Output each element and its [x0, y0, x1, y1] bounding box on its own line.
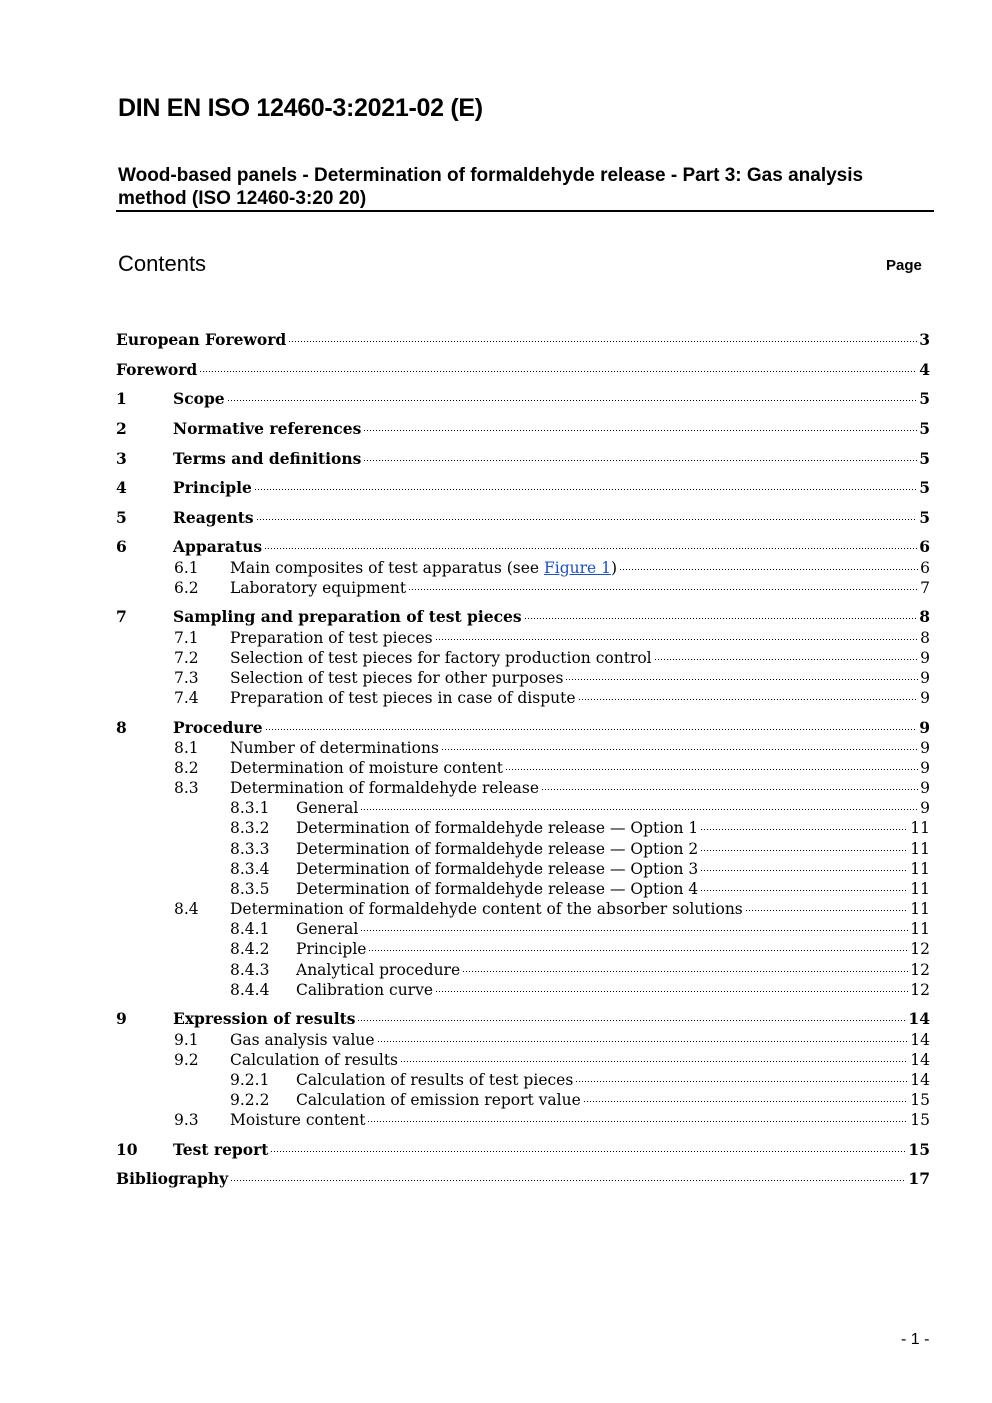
toc-leader-dots — [583, 1089, 908, 1103]
toc-leader-dots — [363, 418, 917, 432]
toc-entry-title: Terms and definitions — [173, 449, 362, 468]
toc-page-number: 11 — [910, 920, 930, 938]
toc-entry-title: Calculation of results — [230, 1051, 399, 1069]
toc-entry-number: 8.3.2 — [230, 819, 270, 837]
toc-page-number: 11 — [910, 840, 930, 858]
toc-leader-dots — [700, 878, 908, 892]
toc-entry-title: General — [296, 920, 359, 938]
toc-page-number: 6 — [919, 537, 930, 556]
toc-leader-dots — [227, 388, 918, 402]
toc-entry-title: Moisture content — [230, 1111, 366, 1129]
toc-entry-number: 6.2 — [174, 579, 199, 597]
toc-entry-title: Determination of formaldehyde content of the absorber solutions — [230, 900, 743, 918]
toc-entry-title: Determination of formaldehyde release — Option 3 — [296, 860, 699, 878]
toc-page-number: 12 — [910, 981, 930, 999]
toc-page-number: 14 — [908, 1009, 930, 1028]
toc-leader-dots — [565, 667, 918, 681]
toc-page-number: 4 — [919, 360, 930, 379]
toc-entry-title: Sampling and preparation of test pieces — [173, 607, 522, 626]
toc-entry-number: 9.2 — [174, 1051, 199, 1069]
toc-entry[interactable] — [0, 1070, 930, 1090]
toc-entry-number: 7 — [116, 607, 127, 626]
toc-entry[interactable] — [0, 818, 930, 838]
toc-entry-number: 1 — [116, 389, 127, 408]
toc-entry-title: Bibliography — [116, 1169, 229, 1188]
toc-leader-dots — [377, 1029, 909, 1043]
toc-entry[interactable] — [0, 1110, 930, 1130]
toc-leader-dots — [700, 858, 908, 872]
toc-page-number: 14 — [910, 1031, 930, 1049]
document-subtitle: Wood-based panels - Determination of formaldehyde release - Part 3: Gas analysis method (ISO 12460-3:20 20) — [118, 165, 864, 209]
toc-leader-dots — [230, 1168, 906, 1182]
toc-entry[interactable] — [0, 508, 930, 528]
toc-page-number: 12 — [910, 961, 930, 979]
toc-entry-number: 7.2 — [174, 649, 199, 667]
toc-entry[interactable] — [0, 1050, 930, 1070]
toc-page-number: 14 — [910, 1051, 930, 1069]
toc-entry-title: General — [296, 799, 359, 817]
toc-page-number: 14 — [910, 1071, 930, 1089]
toc-entry-number: 9.2.1 — [230, 1071, 270, 1089]
toc-entry-number: 5 — [116, 508, 127, 527]
toc-entry[interactable] — [0, 628, 930, 648]
footer-page-number: - 1 - — [901, 1331, 930, 1348]
toc-entry[interactable] — [0, 668, 930, 688]
toc-leader-dots — [441, 737, 918, 751]
toc-entry-number: 3 — [116, 449, 127, 468]
title-divider — [116, 210, 934, 212]
toc-entry-title: Normative references — [173, 419, 362, 438]
toc-entry[interactable] — [0, 839, 930, 859]
toc-entry-title: Determination of formaldehyde release — Option 4 — [296, 880, 699, 898]
toc-entry-title: Scope — [173, 389, 225, 408]
page-column-label: Page — [886, 257, 922, 274]
toc-entry[interactable] — [0, 688, 930, 708]
toc-entry-title: Main composites of test apparatus (see Figure 1) — [230, 559, 618, 577]
toc-entry[interactable] — [0, 1140, 930, 1160]
toc-page-number: 12 — [910, 940, 930, 958]
toc-entry-title: Calibration curve — [296, 981, 434, 999]
toc-entry-number: 4 — [116, 478, 127, 497]
toc-page-number: 11 — [910, 860, 930, 878]
toc-entry[interactable] — [0, 648, 930, 668]
toc-entry[interactable] — [0, 798, 930, 818]
toc-entry-number: 8.3.3 — [230, 840, 270, 858]
toc-entry[interactable] — [0, 1009, 930, 1029]
toc-entry[interactable] — [0, 607, 930, 627]
toc-entry-number: 8.1 — [174, 739, 199, 757]
toc-entry-number: 6 — [116, 537, 127, 556]
toc-entry[interactable] — [0, 1030, 930, 1050]
toc-leader-dots — [435, 627, 919, 641]
toc-page-number: 17 — [908, 1169, 930, 1188]
toc-entry-number: 8.3.4 — [230, 860, 270, 878]
toc-page-number: 15 — [908, 1140, 930, 1159]
toc-page-number: 9 — [920, 689, 930, 707]
toc-page-number: 5 — [919, 419, 930, 438]
toc-leader-dots — [619, 557, 918, 571]
toc-entry-title: Gas analysis value — [230, 1031, 375, 1049]
toc-leader-dots — [700, 838, 908, 852]
toc-entry-title: Principle — [296, 940, 367, 958]
toc-leader-dots — [745, 898, 909, 912]
toc-entry-title: Preparation of test pieces — [230, 629, 433, 647]
toc-page-number: 9 — [919, 718, 930, 737]
toc-leader-dots — [270, 1139, 906, 1153]
toc-entry-number: 9.3 — [174, 1111, 199, 1129]
toc-page-number: 5 — [919, 508, 930, 527]
toc-leader-dots — [265, 717, 918, 731]
toc-entry[interactable] — [0, 718, 930, 738]
toc-entry[interactable] — [0, 919, 930, 939]
toc-entry-title: Procedure — [173, 718, 263, 737]
toc-page-number: 3 — [919, 330, 930, 349]
toc-page-number: 8 — [919, 607, 930, 626]
toc-page-number: 15 — [910, 1091, 930, 1109]
toc-entry-number: 8.4.4 — [230, 981, 270, 999]
toc-entry-title: Determination of formaldehyde release — Option 1 — [296, 819, 699, 837]
toc-entry-number: 7.1 — [174, 629, 199, 647]
toc-page-number: 11 — [910, 880, 930, 898]
toc-entry[interactable] — [0, 778, 930, 798]
toc-leader-dots — [256, 507, 918, 521]
toc-leader-dots — [654, 647, 918, 661]
toc-entry-title: Preparation of test pieces in case of dispute — [230, 689, 576, 707]
toc-entry-number: 8.4 — [174, 900, 199, 918]
document-title: DIN EN ISO 12460-3:2021-02 (E) — [118, 94, 483, 122]
toc-page-number: 9 — [920, 799, 930, 817]
toc-entry-number: 8.2 — [174, 759, 199, 777]
toc-entry[interactable] — [0, 960, 930, 980]
toc-leader-dots — [578, 687, 919, 701]
toc-page-number: 5 — [919, 478, 930, 497]
toc-entry-title: Determination of formaldehyde release — Option 2 — [296, 840, 699, 858]
toc-entry-number: 7.4 — [174, 689, 199, 707]
toc-entry-number: 2 — [116, 419, 127, 438]
toc-entry[interactable] — [0, 879, 930, 899]
toc-leader-dots — [541, 777, 918, 791]
toc-leader-dots — [367, 1109, 908, 1123]
toc-entry-title: Number of determinations — [230, 739, 439, 757]
toc-leader-dots — [700, 817, 908, 831]
toc-leader-dots — [435, 979, 908, 993]
toc-leader-dots — [575, 1069, 908, 1083]
toc-entry[interactable] — [0, 478, 930, 498]
toc-leader-dots — [360, 918, 908, 932]
toc-leader-dots — [360, 797, 918, 811]
toc-entry[interactable] — [0, 1090, 930, 1110]
toc-page-number: 5 — [919, 389, 930, 408]
toc-entry[interactable] — [0, 449, 930, 469]
toc-entry-number: 8 — [116, 718, 127, 737]
toc-leader-dots — [524, 606, 918, 620]
toc-leader-dots — [505, 757, 918, 771]
toc-page-number: 11 — [910, 819, 930, 837]
toc-leader-dots — [408, 577, 918, 591]
toc-entry[interactable] — [0, 419, 930, 439]
toc-entry[interactable] — [0, 980, 930, 1000]
toc-entry-title: Apparatus — [173, 537, 263, 556]
toc-entry-number: 8.3 — [174, 779, 199, 797]
toc-entry-title: Principle — [173, 478, 252, 497]
toc-entry-number: 8.3.1 — [230, 799, 270, 817]
toc-entry[interactable] — [0, 1169, 930, 1189]
toc-entry-number: 8.4.2 — [230, 940, 270, 958]
contents-heading: Contents — [118, 251, 207, 276]
toc-entry[interactable] — [0, 360, 930, 380]
toc-entry-number: 9.2.2 — [230, 1091, 270, 1109]
toc-entry-number: 7.3 — [174, 669, 199, 687]
toc-entry[interactable] — [0, 758, 930, 778]
toc-leader-dots — [462, 959, 908, 973]
toc-entry-title: Selection of test pieces for other purposes — [230, 669, 564, 687]
toc-entry-title: Laboratory equipment — [230, 579, 407, 597]
toc-page-number: 9 — [920, 759, 930, 777]
toc-entry[interactable] — [0, 537, 930, 557]
toc-entry-title: Determination of formaldehyde release — [230, 779, 540, 797]
toc-entry-title: Determination of moisture content — [230, 759, 503, 777]
toc-page-number: 9 — [920, 649, 930, 667]
toc-entry[interactable] — [0, 330, 930, 350]
toc-entry-number: 8.4.3 — [230, 961, 270, 979]
toc-leader-dots — [254, 477, 917, 491]
toc-page-number: 5 — [919, 449, 930, 468]
toc-leader-dots — [199, 359, 917, 373]
toc-page-number: 8 — [920, 629, 930, 647]
toc-leader-dots — [400, 1049, 908, 1063]
toc-entry-title: European Foreword — [116, 330, 287, 349]
toc-page-number: 15 — [910, 1111, 930, 1129]
toc-entry-title: Reagents — [173, 508, 254, 527]
toc-entry-number: 8.4.1 — [230, 920, 270, 938]
toc-leader-dots — [368, 938, 908, 952]
toc-entry-number: 10 — [116, 1140, 138, 1159]
toc-page-number: 9 — [920, 739, 930, 757]
toc-entry-title: Selection of test pieces for factory production control — [230, 649, 652, 667]
toc-entry[interactable] — [0, 899, 930, 919]
toc-entry-number: 9.1 — [174, 1031, 199, 1049]
figure-link[interactable]: Figure 1 — [544, 559, 611, 577]
toc-page-number: 11 — [910, 900, 930, 918]
toc-leader-dots — [363, 448, 917, 462]
toc-entry-number: 6.1 — [174, 559, 199, 577]
toc-entry[interactable] — [0, 859, 930, 879]
toc-entry-title: Analytical procedure — [296, 961, 461, 979]
toc-page-number: 6 — [920, 559, 930, 577]
toc-entry-number: 9 — [116, 1009, 127, 1028]
toc-entry-title: Foreword — [116, 360, 198, 379]
toc-entry-title: Calculation of emission report value — [296, 1091, 581, 1109]
toc-entry[interactable] — [0, 578, 930, 598]
toc-page-number: 9 — [920, 779, 930, 797]
toc-entry[interactable] — [0, 939, 930, 959]
toc-entry-title: Test report — [173, 1140, 269, 1159]
toc-entry[interactable] — [0, 558, 930, 578]
toc-leader-dots — [288, 329, 917, 343]
toc-entry-number: 8.3.5 — [230, 880, 270, 898]
toc-entry[interactable] — [0, 738, 930, 758]
toc-leader-dots — [357, 1008, 906, 1022]
toc-entry[interactable] — [0, 389, 930, 409]
toc-page-number: 7 — [920, 579, 930, 597]
toc-leader-dots — [264, 536, 917, 550]
toc-page-number: 9 — [920, 669, 930, 687]
toc-entry-title: Expression of results — [173, 1009, 356, 1028]
toc-entry-title: Calculation of results of test pieces — [296, 1071, 574, 1089]
